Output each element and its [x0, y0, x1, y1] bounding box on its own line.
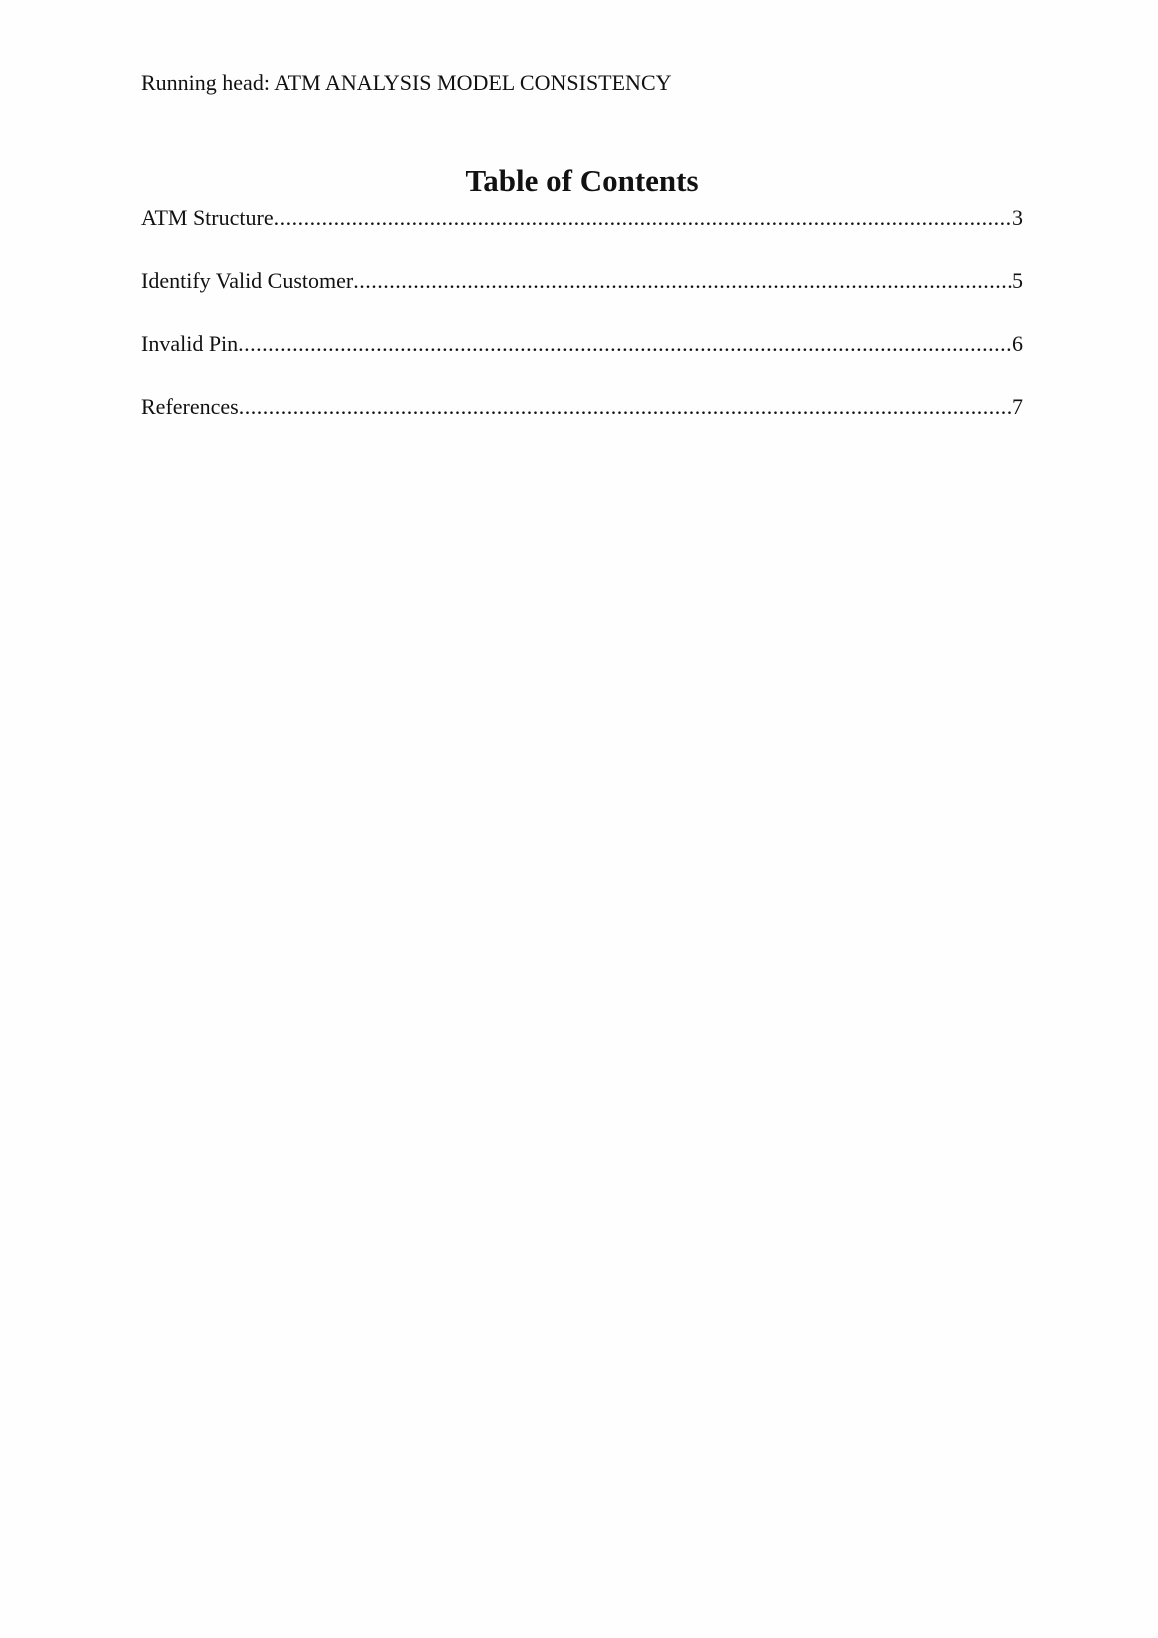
toc-dot-leader: [353, 266, 1012, 296]
toc-entry-label: ATM Structure: [141, 205, 274, 230]
toc-entry-label: References: [141, 394, 239, 419]
table-of-contents: [141, 203, 1023, 455]
toc-dot-leader: [238, 329, 1012, 359]
toc-entry-label: Identify Valid Customer: [141, 268, 354, 293]
toc-title: Table of Contents: [465, 163, 699, 198]
toc-entry-label: Invalid Pin: [141, 331, 239, 356]
toc-entry-atm-structure[interactable]: [141, 203, 1023, 266]
toc-entry-page: 3: [1012, 205, 1023, 230]
toc-entry-page: 6: [1012, 331, 1023, 356]
toc-entry-identify-valid-customer[interactable]: [141, 266, 1023, 329]
toc-entry-page: 5: [1012, 268, 1023, 293]
toc-entry-references[interactable]: [141, 392, 1023, 455]
toc-dot-leader: [239, 392, 1012, 422]
toc-entry-page: 7: [1012, 394, 1023, 419]
toc-entry-invalid-pin[interactable]: [141, 329, 1023, 392]
toc-dot-leader: [274, 203, 1012, 233]
running-head: Running head: ATM ANALYSIS MODEL CONSISTENCY: [141, 70, 672, 95]
